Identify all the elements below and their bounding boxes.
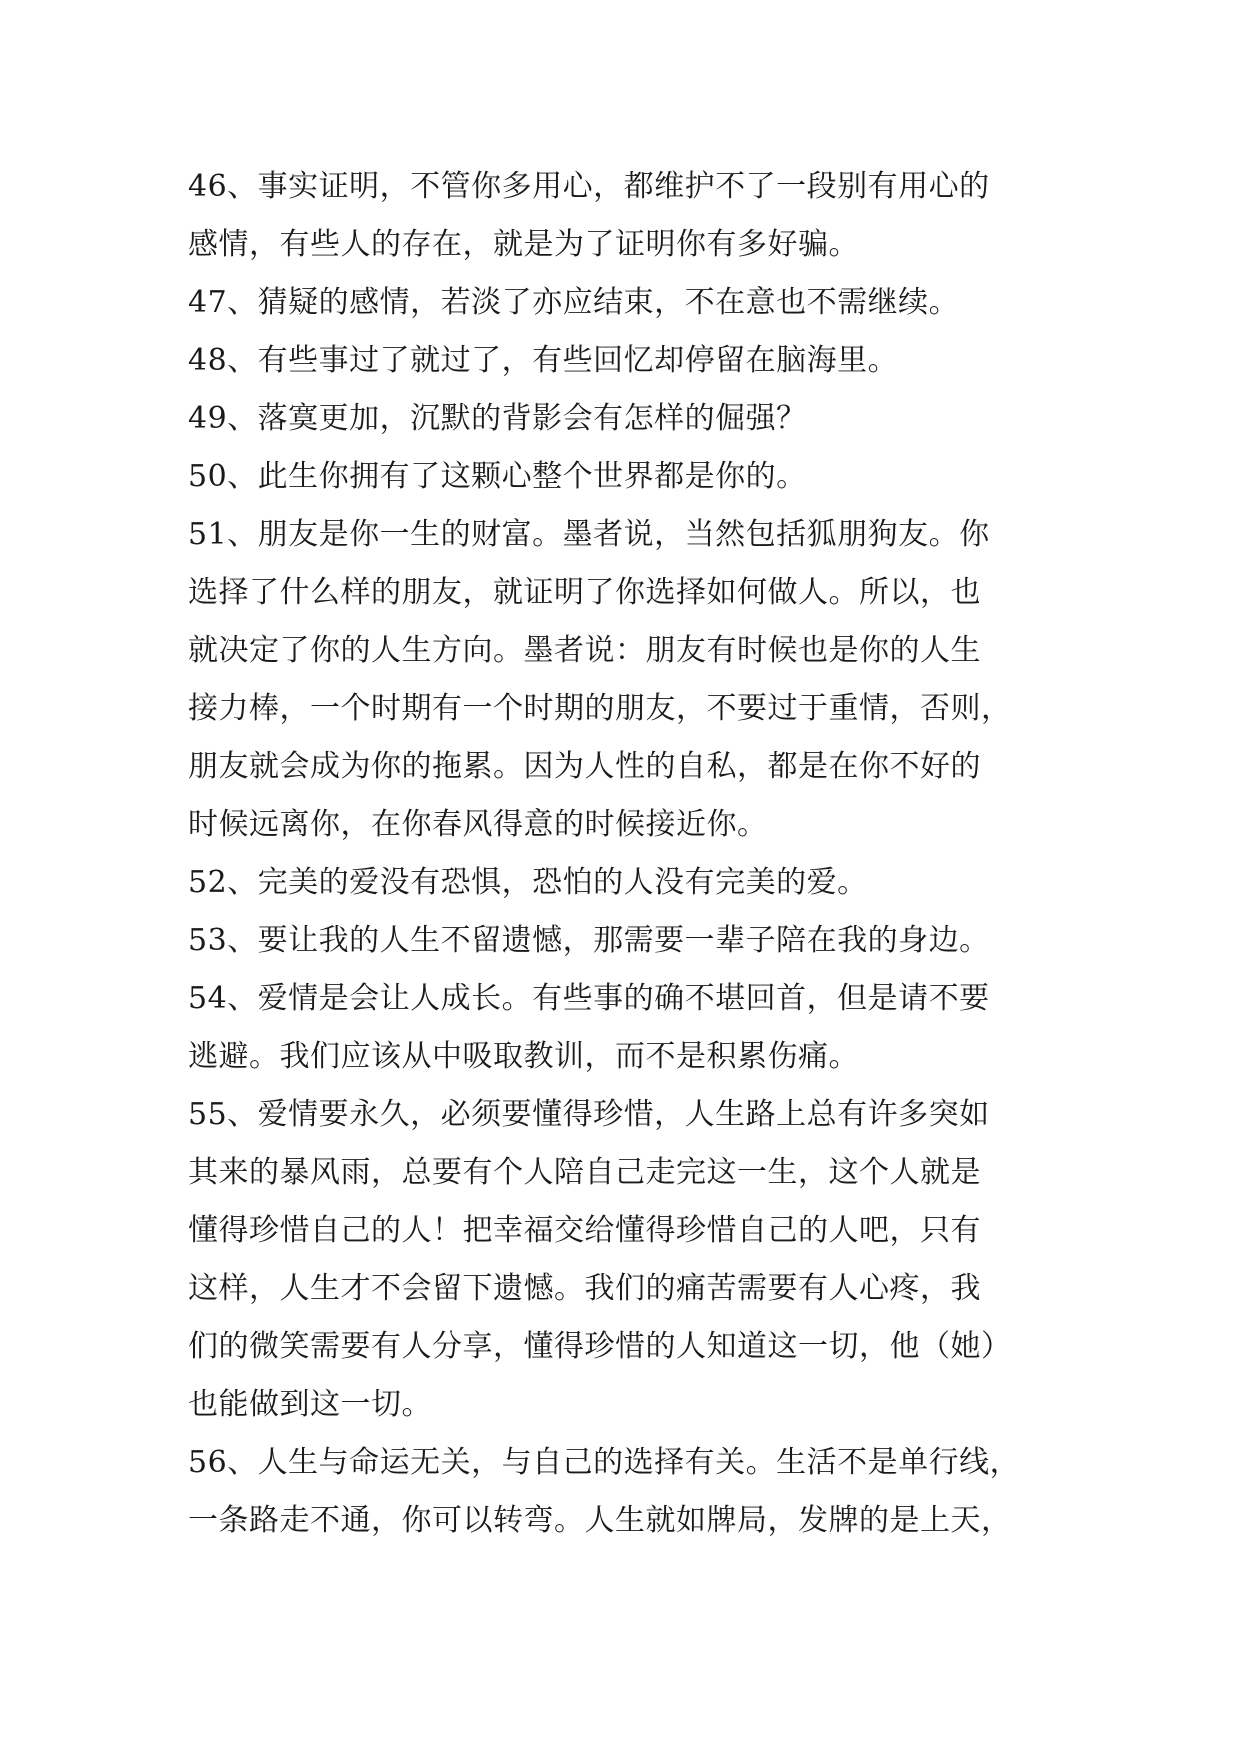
text-line: 时候远离你，在你春风得意的时候接近你。 <box>188 807 768 842</box>
text-line: 54、爱情是会让人成长。有些事的确不堪回首，但是请不要 <box>188 981 990 1016</box>
text-line: 接力棒，一个时期有一个时期的朋友，不要过于重情，否则， <box>188 691 1012 726</box>
text-line: 52、完美的爱没有恐惧，恐怕的人没有完美的爱。 <box>188 865 868 900</box>
text-line: 其来的暴风雨，总要有个人陪自己走完这一生，这个人就是 <box>188 1155 981 1190</box>
text-line: 一条路走不通，你可以转弯。人生就如牌局，发牌的是上天， <box>188 1503 1012 1538</box>
text-line: 就决定了你的人生方向。墨者说：朋友有时候也是你的人生 <box>188 633 981 668</box>
text-line: 逃避。我们应该从中吸取教训，而不是积累伤痛。 <box>188 1039 859 1074</box>
text-line: 49、落寞更加，沉默的背影会有怎样的倔强？ <box>188 401 807 436</box>
text-line: 55、爱情要永久，必须要懂得珍惜，人生路上总有许多突如 <box>188 1097 990 1132</box>
text-line: 也能做到这一切。 <box>188 1387 432 1422</box>
text-line: 48、有些事过了就过了，有些回忆却停留在脑海里。 <box>188 343 899 378</box>
text-line: 53、要让我的人生不留遗憾，那需要一辈子陪在我的身边。 <box>188 923 990 958</box>
text-line: 朋友就会成为你的拖累。因为人性的自私，都是在你不好的 <box>188 749 981 784</box>
text-line: 们的微笑需要有人分享，懂得珍惜的人知道这一切，他（她） <box>188 1329 1012 1364</box>
text-line: 这样，人生才不会留下遗憾。我们的痛苦需要有人心疼，我 <box>188 1271 981 1306</box>
text-line: 51、朋友是你一生的财富。墨者说，当然包括狐朋狗友。你 <box>188 517 990 552</box>
text-line: 56、人生与命运无关，与自己的选择有关。生活不是单行线， <box>188 1445 1021 1480</box>
text-line: 感情，有些人的存在，就是为了证明你有多好骗。 <box>188 227 859 262</box>
text-line: 50、此生你拥有了这颗心整个世界都是你的。 <box>188 459 807 494</box>
text-line: 选择了什么样的朋友，就证明了你选择如何做人。所以，也 <box>188 575 981 610</box>
text-line: 懂得珍惜自己的人！把幸福交给懂得珍惜自己的人吧，只有 <box>188 1213 981 1248</box>
document-body <box>188 158 1068 1550</box>
text-line: 46、事实证明，不管你多用心，都维护不了一段别有用心的 <box>188 169 990 204</box>
text-line: 47、猜疑的感情，若淡了亦应结束，不在意也不需继续。 <box>188 285 960 320</box>
